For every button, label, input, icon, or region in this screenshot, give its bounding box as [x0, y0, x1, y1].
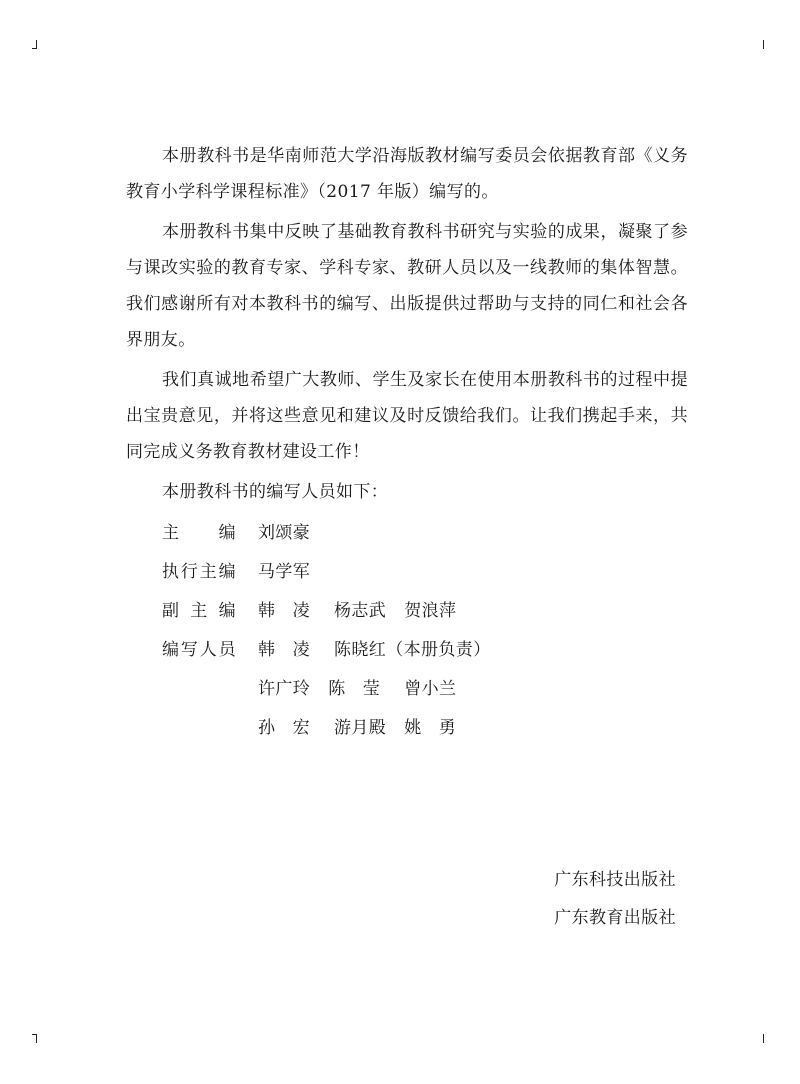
- editor-name: 曾小兰: [404, 678, 457, 699]
- editor-row-executive: [126, 552, 688, 591]
- editor-role: 执行主编: [162, 561, 236, 582]
- editor-row-deputy: [126, 591, 688, 630]
- editor-row-writers: [126, 630, 688, 669]
- crop-mark-bottom-left-h: [32, 1034, 37, 1035]
- editor-name: 马学军: [258, 561, 311, 582]
- editor-name: 姚勇: [404, 717, 457, 738]
- editor-name: 陈晓红（本册负责）: [334, 639, 491, 660]
- editor-name: 游月殿: [334, 717, 387, 738]
- editor-name: 许广玲: [258, 678, 311, 699]
- publisher-name: 广东教育出版社: [554, 908, 676, 928]
- preface-paragraph-1: 本册教科书是华南师范大学沿海版教材编写委员会依据教育部《义务教育小学科学课程标准》（2017 年版）编写的。: [126, 146, 688, 202]
- preface-paragraph-3: 我们真诚地希望广大教师、学生及家长在使用本册教科书的过程中提出宝贵意见，并将这些意见和建议及时反馈给我们。让我们携起手来，共同完成义务教育教材建设工作！: [126, 370, 688, 462]
- editor-row-chief: [126, 513, 688, 552]
- publisher-block: [554, 862, 676, 938]
- editor-role: 副主编: [162, 600, 236, 621]
- editor-name: 韩凌: [258, 600, 310, 621]
- editor-role: 编写人员: [162, 639, 236, 660]
- editor-name: 杨志武: [334, 600, 387, 621]
- crop-mark-top-right: [763, 40, 764, 49]
- editor-list-intro: 本册教科书的编写人员如下：: [162, 482, 389, 502]
- editor-row-writers-3: [126, 708, 688, 747]
- editor-name: 孙宏: [258, 717, 310, 738]
- editor-role: 主编: [162, 522, 236, 543]
- editor-row-writers-2: [126, 669, 688, 708]
- editor-name: 韩凌: [258, 639, 310, 660]
- editor-name: 刘颂豪: [258, 522, 311, 543]
- editor-name: 贺浪萍: [404, 600, 457, 621]
- preface-body: [126, 138, 688, 747]
- crop-mark-bottom-right: [763, 1034, 764, 1043]
- publisher-name: 广东科技出版社: [554, 870, 676, 890]
- editor-list: [126, 474, 688, 747]
- crop-mark-top-left-h: [32, 48, 37, 49]
- editor-name: 陈莹: [328, 678, 381, 699]
- crop-mark-bottom-left: [36, 1034, 37, 1043]
- preface-paragraph-2: 本册教科书集中反映了基础教育教科书研究与实验的成果，凝聚了参与课改实验的教育专家、学科专家、教研人员以及一线教师的集体智慧。我们感谢所有对本教科书的编写、出版提供过帮助与支持的同仁和社会各界朋友。: [126, 222, 688, 350]
